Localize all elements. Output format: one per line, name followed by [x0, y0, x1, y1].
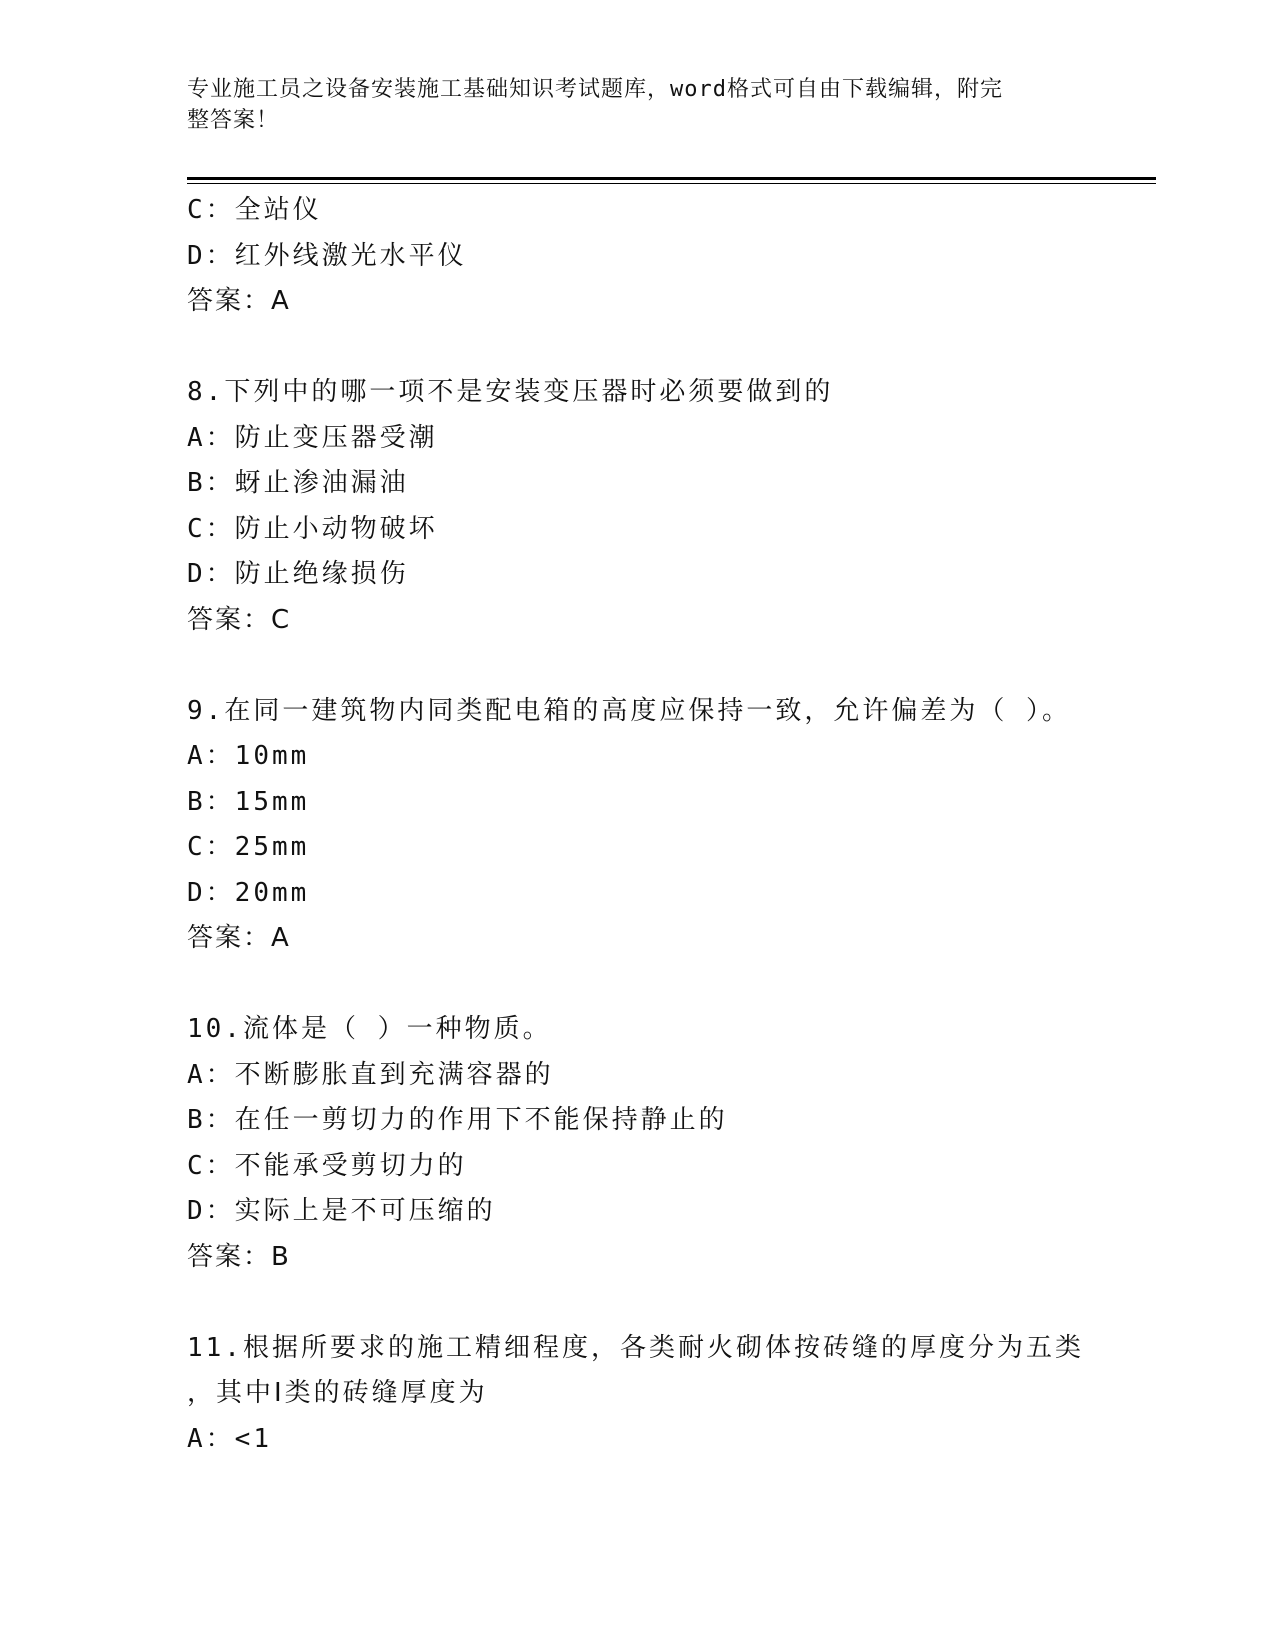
option-line: C：全站仪 — [187, 195, 322, 225]
option-text: 实际上是不可压缩的 — [234, 1196, 496, 1226]
question-10 — [187, 1007, 1087, 1280]
option-line: B：在任一剪切力的作用下不能保持静止的 — [187, 1105, 728, 1135]
answer-value: C — [271, 604, 292, 635]
option-line: D：20mm — [187, 877, 310, 908]
option-text: 防止变压器受潮 — [234, 422, 438, 453]
option-text: <1 — [234, 1423, 272, 1454]
question-stem — [187, 1007, 1087, 1053]
spacer — [187, 325, 1087, 371]
option-text: 红外线激光水平仪 — [234, 240, 467, 271]
answer-label: 答案： — [187, 923, 272, 953]
option-label: D — [187, 1196, 206, 1226]
answer-line — [187, 598, 1087, 644]
option-line: A：10mm — [187, 741, 310, 771]
answer-value: A — [271, 286, 291, 316]
option-label: C — [187, 832, 206, 862]
spacer — [187, 1280, 1087, 1326]
option-label: B — [187, 468, 206, 498]
option-label: C — [187, 513, 206, 544]
option-label: C — [187, 195, 206, 225]
option-text: 不断膨胀直到充满容器的 — [234, 1059, 554, 1090]
option-text: 15mm — [234, 786, 310, 817]
option-text: 防止绝缘损伤 — [234, 559, 409, 589]
option-text: 25mm — [234, 832, 310, 862]
question-number: 10. — [187, 1014, 243, 1044]
answer-line — [187, 916, 1087, 962]
answer-label: 答案： — [187, 604, 272, 635]
option-label: A — [187, 422, 206, 453]
header-line-2: 整答案！ — [187, 108, 280, 133]
answer-label: 答案： — [187, 1241, 272, 1272]
option-text: 防止小动物破坏 — [234, 513, 438, 544]
option-line: D：防止绝缘损伤 — [187, 559, 409, 589]
question-text: 流体是（ ）一种物质。 — [242, 1014, 552, 1044]
question-stem — [187, 689, 1087, 735]
option-line: A：防止变压器受潮 — [187, 422, 438, 453]
question-text: 下列中的哪一项不是安装变压器时必须要做到的 — [224, 377, 834, 407]
answer-label: 答案： — [187, 286, 272, 316]
question-stem — [187, 1326, 1087, 1372]
option-label: B — [187, 786, 206, 817]
option-text: 10mm — [234, 741, 310, 771]
option-text: 全站仪 — [234, 195, 322, 225]
option-label: A — [187, 741, 206, 771]
option-label: D — [187, 240, 206, 271]
option-line: B：蚜止渗油漏油 — [187, 468, 409, 498]
header-rule-thin — [187, 183, 1156, 184]
option-label: D — [187, 877, 206, 908]
option-line: D：实际上是不可压缩的 — [187, 1196, 496, 1226]
option-label: A — [187, 1059, 206, 1090]
question-text: 在同一建筑物内同类配电箱的高度应保持一致，允许偏差为（ ）。 — [224, 695, 1071, 726]
question-8 — [187, 370, 1087, 643]
question-number: 11. — [187, 1332, 243, 1363]
option-line: A：不断膨胀直到充满容器的 — [187, 1059, 554, 1090]
answer-line — [187, 1235, 1087, 1281]
spacer — [187, 962, 1087, 1008]
option-label: D — [187, 559, 206, 589]
option-text: 蚜止渗油漏油 — [234, 468, 409, 498]
option-text: 20mm — [234, 877, 310, 908]
question-number: 8. — [187, 377, 225, 407]
header-rule-thick — [187, 177, 1156, 180]
option-label: A — [187, 1423, 206, 1454]
spacer — [187, 643, 1087, 689]
question-number: 9. — [187, 695, 225, 726]
option-line: C：不能承受剪切力的 — [187, 1150, 467, 1181]
option-text: 不能承受剪切力的 — [234, 1150, 467, 1181]
question-stem — [187, 370, 1087, 416]
answer-value: A — [271, 923, 291, 953]
option-text: 在任一剪切力的作用下不能保持静止的 — [234, 1105, 728, 1135]
question-11 — [187, 1326, 1087, 1463]
answer-line — [187, 279, 1087, 325]
question-9 — [187, 689, 1087, 962]
carryover-block — [187, 188, 1087, 325]
option-line: D：红外线激光水平仪 — [187, 240, 467, 271]
question-stem-continued: ，其中Ⅰ类的砖缝厚度为 — [187, 1378, 488, 1408]
option-line: C：25mm — [187, 832, 310, 862]
option-line: B：15mm — [187, 786, 310, 817]
header-line-1: 专业施工员之设备安装施工基础知识考试题库，word格式可自由下载编辑，附完 — [187, 77, 1003, 102]
answer-value: B — [271, 1241, 291, 1272]
option-label: C — [187, 1150, 206, 1181]
document-header — [187, 74, 1067, 136]
question-content — [187, 188, 1087, 1462]
option-line: A：<1 — [187, 1423, 272, 1454]
option-line: C：防止小动物破坏 — [187, 513, 438, 544]
option-label: B — [187, 1105, 206, 1135]
question-text: 根据所要求的施工精细程度，各类耐火砌体按砖缝的厚度分为五类 — [242, 1332, 1084, 1363]
